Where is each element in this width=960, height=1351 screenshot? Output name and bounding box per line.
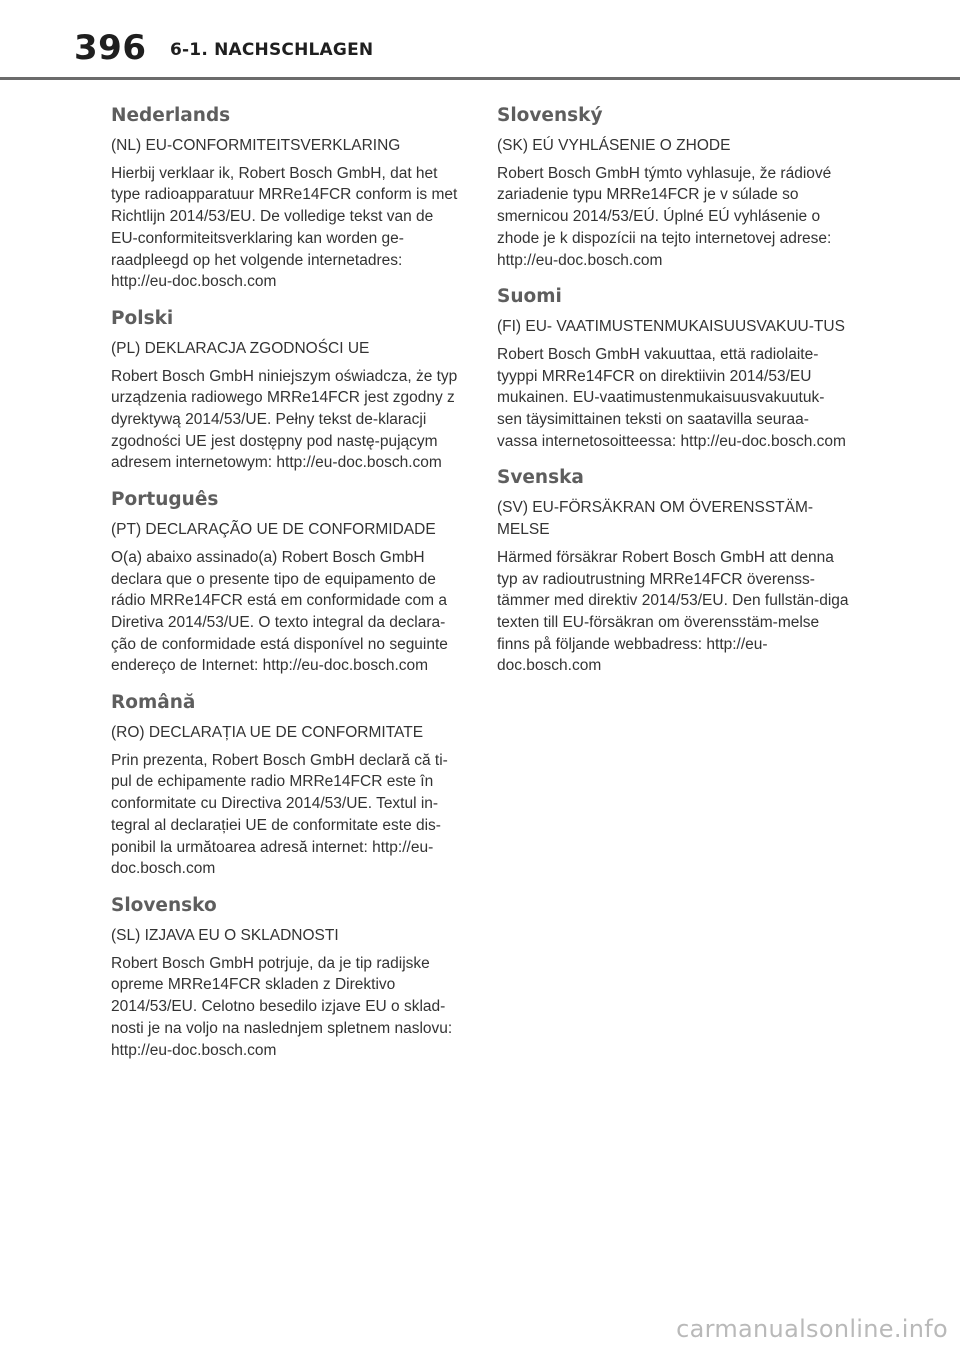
lang-subtitle: (SL) IZJAVA EU O SKLADNOSTI bbox=[111, 926, 339, 944]
watermark-text: carmanualsonline.info bbox=[676, 1315, 948, 1343]
lang-body: Hierbij verklaar ik, Robert Bosch GmbH, dat het type radioapparatuur MRRe14FCR conform is met Richtlijn 2014/53/EU. De volledige tekst van de EU-conformiteitsverklaring kan worden ge-raadpleegd op het volgende internetadres: http://eu-doc.bosch.com bbox=[111, 164, 458, 291]
lang-body: Prin prezenta, Robert Bosch GmbH declară că ti-pul de echipamente radio MRRe14FCR este în conformitate cu Directiva 2014/53/UE. Textul in-tegral al declarației UE de conformitate este dis-ponibil la următoarea adresă internet: http://eu-doc.bosch.com bbox=[111, 751, 448, 878]
lang-body: Härmed försäkrar Robert Bosch GmbH att denna typ av radioutrustning MRRe14FCR överenss-tämmer med direktiv 2014/53/EU. Den fullstän-diga texten till EU-försäkran om överensstäm-melse finns på följande webbadress: http://eu-doc.bosch.com bbox=[497, 548, 849, 675]
lang-heading: Suomi bbox=[497, 286, 562, 308]
lang-section-polski bbox=[111, 307, 463, 474]
lang-section-romana bbox=[111, 691, 463, 880]
lang-heading: Português bbox=[111, 489, 219, 511]
lang-heading: Slovenský bbox=[497, 105, 603, 126]
header-divider bbox=[0, 77, 960, 80]
lang-subtitle: (PT) DECLARAÇÃO UE DE CONFORMIDADE bbox=[111, 521, 436, 539]
lang-section-slovensky bbox=[497, 104, 849, 271]
lang-section-nederlands bbox=[111, 104, 463, 293]
lang-body: Robert Bosch GmbH vakuuttaa, että radiolaite-tyyppi MRRe14FCR on direktiivin 2014/53/EU mukainen. EU-vaatimustenmukaisuusvakuutuk-sen täysimittainen teksti on saatavilla seuraa-vassa internetosoitteessa: http://eu-doc.bosch.com bbox=[497, 345, 846, 450]
lang-subtitle: (NL) EU-CONFORMITEITSVERKLARING bbox=[111, 137, 401, 154]
page-number: 396 bbox=[74, 28, 147, 68]
lang-body: Robert Bosch GmbH potrjuje, da je tip radijske opreme MRRe14FCR skladen z Direktivo 2014/53/EU. Celotno besedilo izjave EU o sklad-nosti je na voljo na naslednjem spletnem naslovu: http://eu-doc.bosch.com bbox=[111, 954, 453, 1059]
right-column bbox=[497, 104, 849, 691]
lang-heading: Svenska bbox=[497, 467, 584, 489]
lang-body: Robert Bosch GmbH niniejszym oświadcza, że typ urządzenia radiowego MRRe14FCR jest zgodny z dyrektywą 2014/53/UE. Pełny tekst de-klaracji zgodności UE jest dostępny pod nastę-pującym adresem internetowym: http://eu-doc.bosch.com bbox=[111, 367, 458, 472]
lang-section-svenska bbox=[497, 466, 849, 677]
lang-section-slovensko bbox=[111, 894, 463, 1061]
section-title: 6-1. NACHSCHLAGEN bbox=[170, 40, 374, 60]
lang-heading: Română bbox=[111, 692, 196, 714]
lang-heading: Nederlands bbox=[111, 105, 231, 126]
lang-body: Robert Bosch GmbH týmto vyhlasuje, že rádiové zariadenie typu MRRe14FCR je v súlade so smernicou 2014/53/EÚ. Úplné EÚ vyhlásenie o zhode je k dispozícii na tejto internetovej adrese: http://eu-doc.bosch.com bbox=[497, 164, 832, 269]
lang-heading: Polski bbox=[111, 307, 174, 329]
lang-subtitle: (SK) EÚ VYHLÁSENIE O ZHODE bbox=[497, 137, 731, 154]
lang-subtitle: (PL) DEKLARACJA ZGODNOŚCI UE bbox=[111, 339, 370, 357]
lang-section-suomi bbox=[497, 285, 849, 452]
lang-heading: Slovensko bbox=[111, 894, 217, 916]
lang-subtitle: (FI) EU- VAATIMUSTENMUKAISUUSVAKUU-TUS bbox=[497, 318, 845, 336]
lang-body: O(a) abaixo assinado(a) Robert Bosch GmbH declara que o presente tipo de equipamento de rádio MRRe14FCR está em conformidade com a Diretiva 2014/53/UE. O texto integral da declara-ção de conformidade está disponível no seguinte endereço de Internet: http://eu-doc.bosch.com bbox=[111, 548, 448, 675]
lang-subtitle: (RO) DECLARAȚIA UE DE CONFORMITATE bbox=[111, 724, 424, 742]
left-column bbox=[111, 104, 463, 1075]
lang-section-portugues bbox=[111, 488, 463, 677]
page-header bbox=[0, 0, 960, 80]
lang-subtitle: (SV) EU-FÖRSÄKRAN OM ÖVERENSSTÄM-MELSE bbox=[497, 499, 814, 539]
